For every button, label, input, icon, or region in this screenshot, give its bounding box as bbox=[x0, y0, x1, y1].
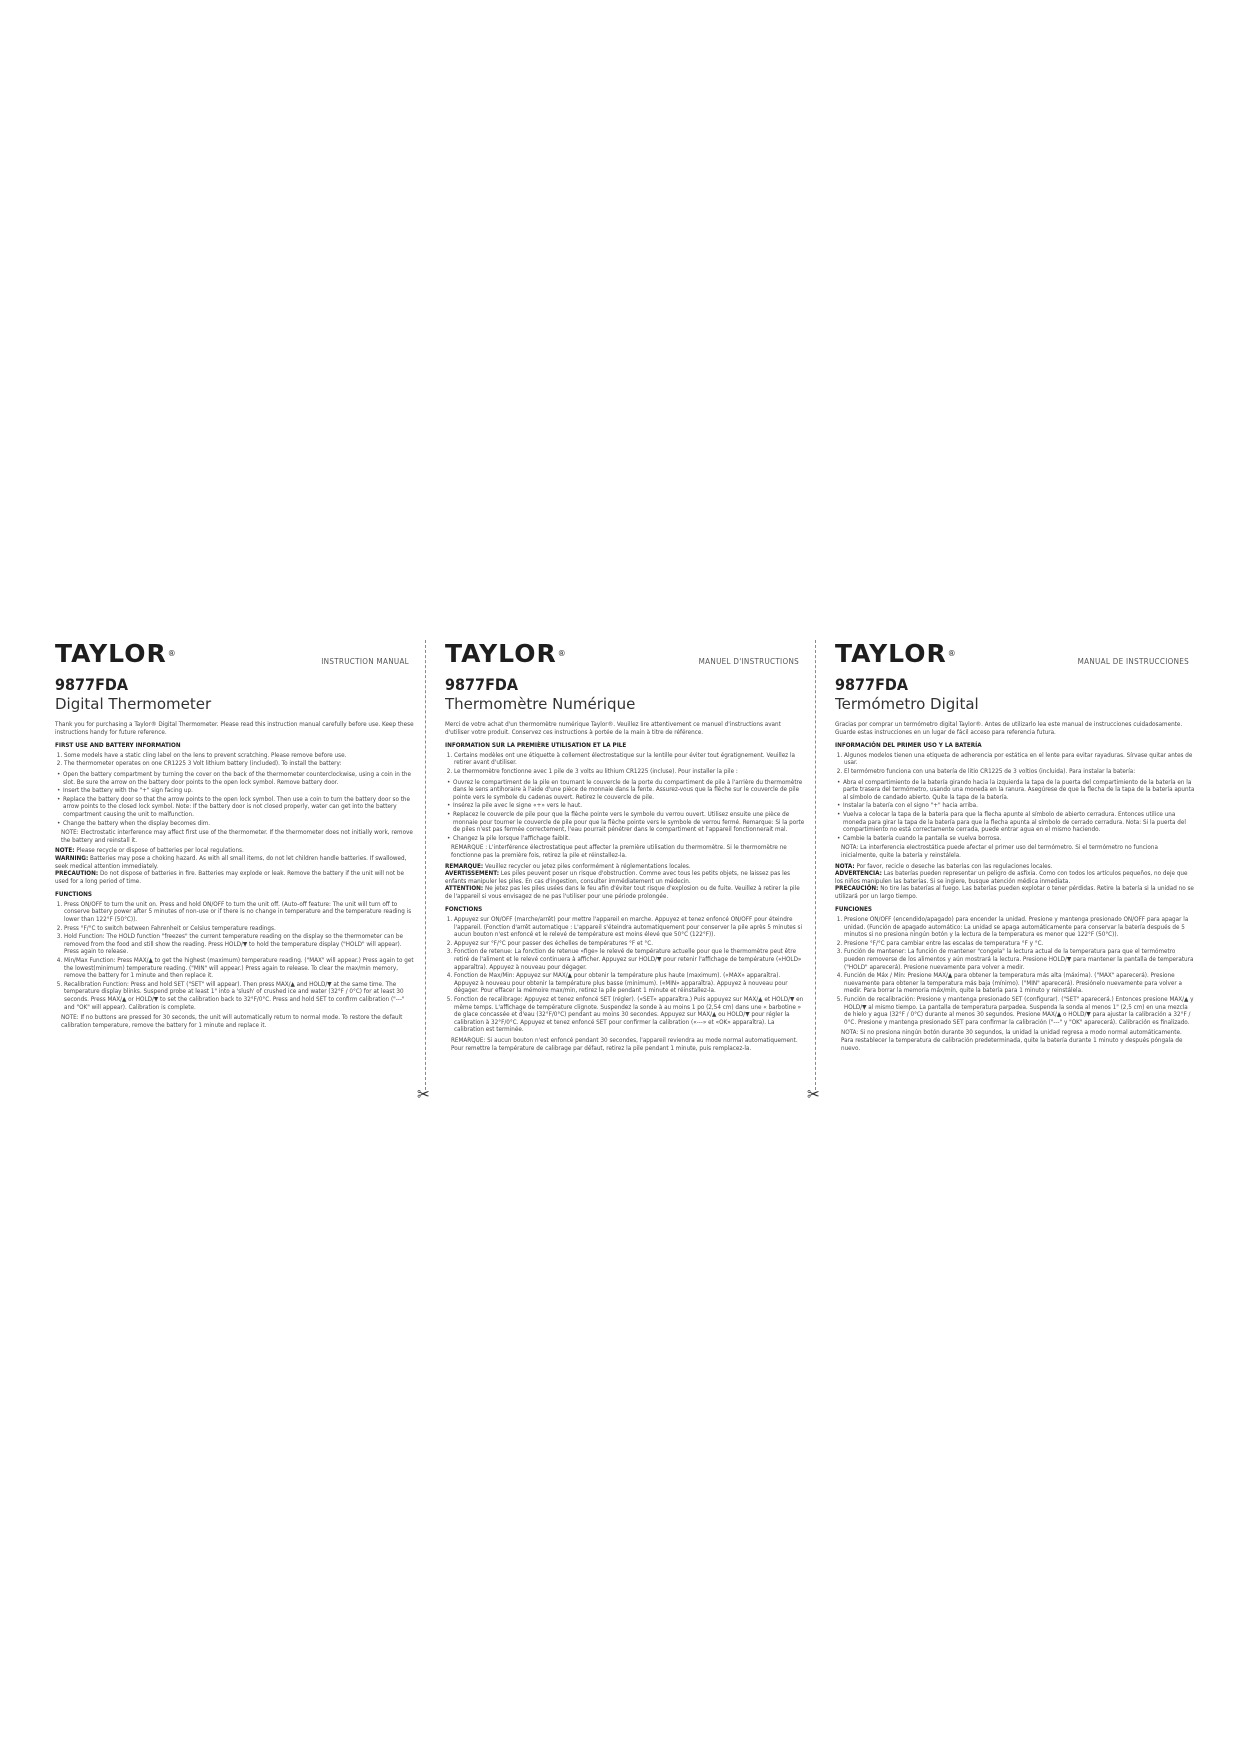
product-name: Digital Thermometer bbox=[55, 695, 212, 713]
bullet-item: • Ouvrez le compartiment de la pile en tournant le couvercle de la porte du compartiment de pile à l'arrière du thermomètre dans le sens antihoraire à l'aide d'une pièce de monnaie dans la fente. Assurez-vous que la flèche sur le couvercle de pile pointe vers le symbole du cadenas ouvert. Retirez le couvercle de pile. bbox=[453, 779, 805, 802]
product-name: Thermomètre Numérique bbox=[445, 695, 636, 713]
list-item: 3. Hold Function: The HOLD function "freezes" the current temperature reading on the display so the thermometer can be removed from the food and still show the reading. Press HOLD/▼ to hold the temperature display ("HOLD" will appear). Press again to release. bbox=[64, 933, 415, 956]
warning-choking: AVERTISSEMENT: Les piles peuvent poser un risque d'obstruction. Comme avec tous les petits objets, ne laissez pas les enfants manipuler les piles. En cas d'ingestion, consulter immédiatement un médecin. bbox=[445, 870, 791, 885]
warning-note: NOTA: Por favor, recicle o deseche las baterías con las regulaciones locales. bbox=[835, 862, 1053, 870]
warning-precaution: PRECAUCIÓN: No tire las baterías al fuego. Las baterías pueden explotar o tener pérdidas. Retire la batería si la unidad no se utilizará por un largo tiempo. bbox=[835, 885, 1194, 900]
note-paragraph: REMARQUE : L'interférence électrostatique peut affecter la première utilisation du thermomètre. Si le thermomètre ne fonctionne pas la première fois, retirez la pile et réinstallez-la. bbox=[451, 844, 787, 859]
bullet-item: • Vuelva a colocar la tapa de la batería para que la flecha apunte al símbolo de abierto cerradura. Entonces utilice una moneda para girar la tapa de la batería para que la flecha apunta al símbolo de cerrado cerradura. Nota: Si la puerta del compartimiento no está correctamente cerrada, puede entrar agua en el mismo haciendo. bbox=[843, 811, 1195, 834]
panel-spanish bbox=[835, 640, 1195, 1096]
list-item: 5. Recalibration Function: Press and hold SET ("SET" will appear). Then press MAX/▲ and HOLD/▼ at the same time. The temperature display blinks. Suspend probe at least 1" into a 'slush' of crushed ice and water (32°F / 0°C) for at least 30 seconds. Press MAX/▲ or HOLD/▼ to set the calibration back to 32°F/0°C. Press and hold SET to confirm calibration ("---" and "OK" will appear). Calibration is complete. bbox=[64, 981, 415, 1011]
cut-line bbox=[815, 640, 818, 1090]
list-item: 3. Función de mantener: La función de mantener "congela" la lectura actual de la temperatura para que el termómetro pueden removerse de los alimentos y aún mostrará la lectura. Presione HOLD/▼ para mantener la pantalla de temperatura ("HOLD" aparecerá). Presione nuevamente para volver a medir. bbox=[844, 948, 1195, 971]
section-heading-functions: FUNCIONES bbox=[835, 906, 872, 914]
warning-choking: WARNING: Batteries may pose a choking hazard. As with all small items, do not let children handle batteries. If swallowed, seek medical attention immediately. bbox=[55, 854, 407, 870]
list-item: 1. Appuyez sur ON/OFF (marche/arrêt) pour mettre l'appareil en marche. Appuyez et tenez enfoncé ON/OFF pour éteindre l'appareil. (Fonction d'arrêt automatique : L'appareil s'éteindra automatiquement pour conserver la pile après 5 minutes si aucun bouton n'est enfoncé et le relevé de température est moins élevé que 50°C (122°F)). bbox=[454, 916, 805, 939]
note-paragraph: NOTE: If no buttons are pressed for 30 seconds, the unit will automatically return to normal mode. To restore the default calibration temperature, remove the battery for 1 minute and replace it. bbox=[61, 1014, 403, 1029]
list-item: 2. Le thermomètre fonctionne avec 1 pile de 3 volts au lithium CR1225 (incluse). Pour installer la pile : bbox=[454, 768, 805, 776]
list-item: 2. Appuyez sur °F/°C pour passer des échelles de températures °F et °C. bbox=[454, 940, 805, 948]
note-paragraph: NOTA: Si no presiona ningún botón durante 30 segundos, la unidad la unidad regresa a modo normal automáticamente. Para restablecer la temperatura de calibración predeterminada, quite la batería durante 1 minuto y después póngala de nuevo. bbox=[841, 1029, 1183, 1052]
bullet-item: • Change the battery when the display becomes dim. bbox=[63, 820, 415, 828]
manual-label: INSTRUCTION MANUAL bbox=[321, 657, 409, 666]
warning-note: REMARQUE: Veuillez recycler ou jetez piles conformément à réglementations locales. bbox=[445, 862, 691, 870]
model-number: 9877FDA bbox=[55, 675, 128, 694]
intro-paragraph: Thank you for purchasing a Taylor® Digital Thermometer. Please read this instruction manual carefully before use. Keep these instructions handy for future reference. bbox=[55, 721, 414, 736]
registered-mark: ® bbox=[557, 649, 567, 658]
instructions-text bbox=[55, 721, 415, 1029]
panel-header bbox=[835, 640, 1195, 670]
list-item: 5. Función de recalibración: Presione y mantenga presionado SET (configurar). ("SET" aparecerá.) Entonces presione MAX/▲ y HOLD/▼ al mismo tiempo. La pantalla de temperatura parpadea. Suspenda la sonda al menos 1" (2,5 cm) en una mezcla de hielo y agua (32°F / 0°C) durante al menos 30 segundos. Presione MAX/▲ o HOLD/▼ para ajustar la calibración a 32°F / 0°C. Presione y mantenga presionado SET para confirmar la calibración ("---" y "OK" aparecerá). Calibración es finalizado. bbox=[844, 996, 1195, 1026]
taylor-logo: TAYLOR® bbox=[445, 640, 567, 668]
section-heading-functions: FUNCTIONS bbox=[55, 891, 92, 899]
bullet-item: • Replace the battery door so that the arrow points to the open lock symbol. Then use a coin to turn the battery door so the arrow points to the closed lock symbol. Note: If the battery door is not closed properly, water can get into the battery compartment causing the unit to malfunction. bbox=[63, 796, 415, 819]
warning-note: NOTE: Please recycle or dispose of batteries per local regulations. bbox=[55, 847, 244, 855]
bullet-item: • Insert the battery with the "+" sign facing up. bbox=[63, 787, 415, 795]
bullet-item: • Cambie la batería cuando la pantalla se vuelva borrosa. bbox=[843, 835, 1195, 843]
note-paragraph: NOTE: Electrostatic interference may affect first use of the thermometer. If the thermometer does not initially work, remove the battery and reinstall it. bbox=[61, 829, 413, 844]
warning-choking: ADVERTENCIA: Las baterías pueden representar un peligro de asfixia. Como con todos los artículos pequeños, no deje que los niños manipulen las baterías. Si se ingiere, busque atención médica inmediata. bbox=[835, 870, 1188, 885]
registered-mark: ® bbox=[947, 649, 957, 658]
list-item: 1. Certains modèles ont une étiquette à collement électrostatique sur la lentille pour éviter tout égratignement. Veuillez la retirer avant d'utiliser. bbox=[454, 752, 805, 767]
list-item: 2. The thermometer operates on one CR1225 3 Volt lithium battery (included). To install the battery: bbox=[64, 760, 415, 768]
bullet-item: • Replacez le couvercle de pile pour que la flèche pointe vers le symbole du verrou ouvert. Utilisez ensuite une pièce de monnaie pour tourner le couvercle de pile pour que la flèche pointe vers le symbole de verrou fermé. Remarque: Si la porte de piles n'est pas fermée correctement, l'eau pourrait pénétrer dans le compartiment et l'appareil fonctionnerait mal. bbox=[453, 811, 805, 834]
bullet-item: • Instalar la batería con el signo "+" hacia arriba. bbox=[843, 802, 1195, 810]
list-item: 4. Fonction de Max/Min: Appuyez sur MAX/▲ pour obtenir la température plus haute (maximum). («MAX» apparaîtra). Appuyez à nouveau pour obtenir la température plus basse (minimum). («MIN» apparaîtra). Appuyez à nouveau pour dégager. Pour effacer la mémoire max/min, retirez la pile pendant 1 minute et réinstallez-la. bbox=[454, 972, 805, 995]
section-heading-first-use: INFORMACIÓN DEL PRIMER USO Y LA BATERÍA bbox=[835, 742, 982, 750]
list-item: 4. Función de Máx / Mín: Presione MAX/▲ para obtener la temperatura más alta (máxima). ("MAX" aparecerá). Presione nuevamente para obtener la temperatura más baja (mínimo). ("MIN" aparecerá). Presiónelo nuevamente para volver a medir. Para borrar la memoria máx/mín, quite la batería para 1 minuto y reinstálela. bbox=[844, 972, 1195, 995]
warning-precaution: ATTENTION: Ne jetez pas les piles usées dans le feu afin d'éviter tout risque d'explosion ou de fuite. Veuillez à retirer la pile de l'appareil si vous envisagez de ne pas l'utiliser pour une période prolongée. bbox=[445, 885, 800, 900]
list-item: 2. Press °F/°C to switch between Fahrenheit or Celsius temperature readings. bbox=[64, 925, 415, 933]
bullet-item: • Abra el compartimiento de la batería girando hacia la izquierda la tapa de la puerta del compartimiento de la batería en la parte trasera del termómetro, usando una moneda en la ranura. Asegúrese de que la flecha de la tapa de la batería apunta al símbolo de candado abierto. Quite la tapa de la batería. bbox=[843, 779, 1195, 802]
section-heading-functions: FONCTIONS bbox=[445, 906, 483, 914]
bullet-item: • Changez la pile lorsque l'affichage faiblit. bbox=[453, 835, 805, 843]
intro-paragraph: Gracias por comprar un termómetro digital Taylor®. Antes de utilizarlo lea este manual de instrucciones cuidadosamente. Guarde estas instrucciones en un lugar de fácil acceso para referencia futura. bbox=[835, 721, 1183, 736]
panel-header bbox=[55, 640, 415, 670]
list-item: 4. Min/Max Function: Press MAX/▲ to get the highest (maximum) temperature reading. ("MAX" will appear.) Press again to get the lowest(minimum) temperature reading. ("MIN" will appear.) Press again to release. To clear the max/min memory, remove the battery for 1 minute and then replace it. bbox=[64, 957, 415, 980]
scissors-icon: ✂ bbox=[807, 1085, 820, 1105]
list-item: 1. Some models have a static cling label on the lens to prevent scratching. Please remove before use. bbox=[64, 752, 415, 760]
note-paragraph: NOTA: La interferencia electrostática puede afectar el primer uso del termómetro. Si el termómetro no funciona inicialmente, quite la batería y reinstálela. bbox=[841, 844, 1158, 859]
list-item: 1. Algunos modelos tienen una etiqueta de adherencia por estática en el lente para evitar rayaduras. Sírvase quitar antes de usar. bbox=[844, 752, 1195, 767]
model-number: 9877FDA bbox=[445, 675, 518, 694]
registered-mark: ® bbox=[167, 649, 177, 658]
product-name: Termómetro Digital bbox=[835, 695, 979, 713]
list-item: 2. El termómetro funciona con una batería de litio CR1225 de 3 voltios (incluida). Para instalar la batería: bbox=[844, 768, 1195, 776]
list-item: 1. Presione ON/OFF (encendido/apagado) para encender la unidad. Presione y mantenga presionado ON/OFF para apagar la unidad. (Función de apagado automático: La unidad se apaga automáticamente para conservar la batería después de 5 minutos si no presiona ningún botón y la lectura de la temperatura es menor que 122°F (50°C)). bbox=[844, 916, 1195, 939]
taylor-logo: TAYLOR® bbox=[835, 640, 957, 668]
model-number: 9877FDA bbox=[835, 675, 908, 694]
panel-english bbox=[55, 640, 415, 1096]
manual-label: MANUEL D'INSTRUCTIONS bbox=[698, 657, 799, 666]
bullet-item: • Insérez la pile avec le signe «+» vers le haut. bbox=[453, 802, 805, 810]
list-item: 1. Press ON/OFF to turn the unit on. Press and hold ON/OFF to turn the unit off. (Auto-off feature: The unit will turn off to conserve battery power after 5 minutes of non-use or if there is no change in temperature and the temperature reading is lower than 122°F (50°C)). bbox=[64, 901, 415, 924]
scissors-icon: ✂ bbox=[417, 1085, 430, 1105]
list-item: 5. Fonction de recalibrage: Appuyez et tenez enfoncé SET (régler). («SET» apparaîtra.) Puis appuyez sur MAX/▲ et HOLD/▼ en même temps. L'affichage de température clignote. Suspendez la sonde à au moins 1 po (2,54 cm) dans une « barbotine » de glace concassée et d'eau (32°F/0°C) pendant au moins 30 secondes. Appuyez sur MAX/▲ ou HOLD/▼ pour régler la calibration à 32°F/0°C. Appuyez et tenez enfoncé SET pour confirmer la calibration («---» et «OK» apparaîtra). La calibration est terminée. bbox=[454, 996, 805, 1034]
taylor-logo: TAYLOR® bbox=[55, 640, 177, 668]
instructions-text bbox=[445, 721, 805, 1052]
panel-header bbox=[445, 640, 805, 670]
bullet-item: • Open the battery compartment by turning the cover on the back of the thermometer counterclockwise, using a coin in the slot. Be sure the arrow on the battery door points to the open lock symbol. Remove battery door. bbox=[63, 771, 415, 786]
list-item: 2. Presione °F/°C para cambiar entre las escalas de temperatura °F y °C. bbox=[844, 940, 1195, 948]
list-item: 3. Fonction de retenue: La fonction de retenue «fige» le relevé de température actuelle pour que le thermomètre peut être retiré de l'aliment et le relevé continuera à afficher. Appuyez sur HOLD/▼ pour retenir l'affichage de température («HOLD» apparaîtra). Appuyez à nouveau pour dégager. bbox=[454, 948, 805, 971]
manual-label: MANUAL DE INSTRUCCIONES bbox=[1077, 657, 1189, 666]
cut-line bbox=[425, 640, 428, 1090]
intro-paragraph: Merci de votre achat d'un thermomètre numérique Taylor®. Veuillez lire attentivement ce manuel d'instructions avant d'utiliser votre produit. Conservez ces instructions à portée de la main à titre de référence. bbox=[445, 721, 781, 736]
section-heading-first-use: INFORMATION SUR LA PREMIÈRE UTILISATION ET LA PILE bbox=[445, 742, 627, 750]
panel-french bbox=[445, 640, 805, 1096]
warning-precaution: PRECAUTION: Do not dispose of batteries in fire. Batteries may explode or leak. Remove the battery if the unit will not be used for a long period of time. bbox=[55, 870, 404, 885]
section-heading-first-use: FIRST USE AND BATTERY INFORMATION bbox=[55, 742, 181, 750]
instructions-text bbox=[835, 721, 1195, 1052]
note-paragraph: REMARQUE: Si aucun bouton n'est enfoncé pendant 30 secondes, l'appareil reviendra au mode normal automatiquement. Pour remettre la température de calibrage par défaut, retirez la pile pendant 1 minute, puis remplacez-la. bbox=[451, 1036, 798, 1052]
